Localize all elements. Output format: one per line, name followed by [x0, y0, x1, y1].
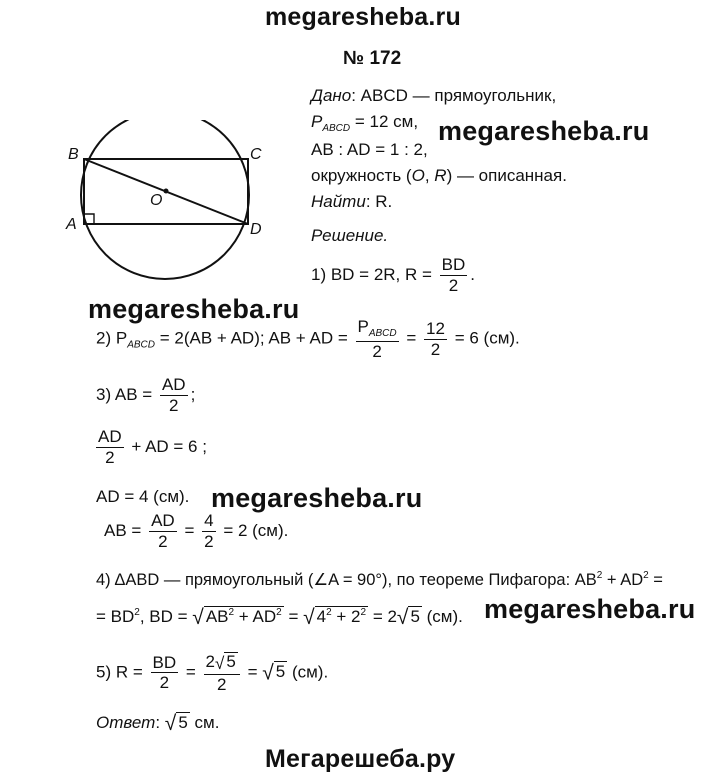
- radicand-5: 5: [410, 607, 420, 626]
- fraction-perimeter-over-2: [356, 318, 399, 360]
- footer-site-watermark: Мегарешеба.ру: [265, 745, 456, 773]
- numerator: AD: [151, 511, 175, 530]
- ab-text: AB =: [104, 520, 142, 540]
- radicand-part: 4: [316, 607, 327, 626]
- numerator: 4: [204, 511, 214, 530]
- fraction-12-over-2: [424, 320, 447, 359]
- denominator: 2: [448, 275, 459, 295]
- given-line-4: [311, 166, 567, 186]
- bd-text-b: , BD =: [139, 607, 188, 626]
- numerator: 12: [426, 318, 445, 338]
- step-2: [96, 318, 520, 360]
- radicand: 5: [226, 652, 236, 671]
- step-1: [311, 256, 475, 295]
- given-text: : ABCD — прямоугольник,: [351, 86, 557, 105]
- step-4-text-c: =: [648, 571, 663, 589]
- step-3-end: ;: [190, 384, 196, 404]
- step-3-result-ab: [104, 512, 288, 551]
- equals-two: = 2: [372, 607, 397, 626]
- bd-text: = BD: [96, 607, 135, 626]
- label-c: C: [250, 146, 262, 163]
- watermark-3: megaresheba.ru: [211, 483, 423, 513]
- perimeter-value: = 12 см,: [350, 112, 419, 131]
- numerator-sub: ABCD: [368, 328, 397, 339]
- step-5-end: (см).: [287, 662, 329, 682]
- answer-label: Ответ: [96, 713, 156, 732]
- given-line-1: [311, 86, 556, 106]
- center-point: [164, 189, 169, 194]
- step-2-end: = 6 (см).: [454, 328, 520, 348]
- numerator: BD: [441, 255, 466, 274]
- step-3-equation: [96, 428, 207, 467]
- radicand-part: AB: [205, 607, 229, 626]
- denominator: 2: [204, 531, 214, 551]
- solution-heading: Решение.: [311, 226, 389, 245]
- geometry-figure: [72, 120, 272, 280]
- step-5-text: 5) R =: [96, 662, 143, 682]
- ab-result: = 2 (см).: [223, 520, 289, 540]
- fraction-ad-over-2: [149, 512, 177, 551]
- given-label: Дано: [311, 86, 352, 105]
- circle-center: O: [411, 166, 425, 185]
- denominator: 2: [158, 531, 168, 551]
- step-1-end: .: [470, 264, 476, 284]
- sup: 2: [643, 570, 649, 581]
- numerator: AD: [98, 427, 122, 446]
- denominator: 2: [430, 339, 441, 359]
- perimeter-subscript: ABCD: [322, 123, 351, 134]
- radicand: 5: [275, 662, 286, 682]
- numerator: BD: [152, 652, 177, 672]
- radical-sign: √: [396, 606, 409, 629]
- step-5: [96, 652, 328, 694]
- equals: =: [288, 607, 299, 626]
- equals: =: [184, 520, 195, 540]
- radical-sign: √: [262, 661, 274, 685]
- answer-line: [96, 712, 219, 736]
- given-line-3: AB : AD = 1 : 2,: [311, 140, 428, 159]
- fraction-2sqrt5-over-2: [204, 652, 240, 694]
- circle-radius: R: [434, 166, 447, 185]
- fraction-ad-over-2: [96, 428, 124, 467]
- fraction-ad-over-2: [160, 376, 188, 415]
- step-2-text-a: 2) P: [96, 328, 128, 348]
- step-4-continued: [96, 606, 463, 630]
- step-4: [96, 570, 663, 590]
- radicand-part: + AD: [234, 607, 277, 626]
- header-site-watermark: megaresheba.ru: [265, 3, 461, 31]
- find-label: Найти: [311, 192, 366, 211]
- label-o: O: [150, 192, 163, 209]
- denominator: 2: [372, 341, 382, 361]
- fraction-4-over-2: [202, 512, 215, 551]
- step-4-text-a: 4) ΔABD — прямоугольный (∠A = 90°), по теореме Пифагора: AB: [96, 571, 597, 589]
- find-line: [311, 192, 392, 212]
- circumscribed-circle: [81, 120, 249, 279]
- numerator: AD: [161, 375, 186, 394]
- radicand-part: + 2: [331, 607, 361, 626]
- fraction-bd-over-2: [151, 654, 179, 693]
- denominator: 2: [216, 674, 227, 694]
- equals: =: [185, 662, 196, 682]
- radical-sign: √: [164, 712, 177, 735]
- answer-sep: :: [155, 713, 161, 732]
- given-line-2: [311, 112, 418, 134]
- numerator-p: P: [357, 317, 369, 336]
- numerator: [356, 318, 399, 342]
- radical-sign: √: [192, 606, 204, 629]
- find-text: : R.: [365, 192, 393, 211]
- watermark-2: megaresheba.ru: [88, 294, 300, 324]
- sup: 2: [326, 607, 332, 618]
- equals: =: [406, 328, 417, 348]
- numerator: [204, 652, 240, 675]
- answer-unit: см.: [189, 713, 220, 732]
- step-3-equation-text: + AD = 6 ;: [131, 436, 207, 456]
- circle-text-b: ,: [424, 166, 435, 185]
- step-4-end: (см).: [421, 607, 463, 626]
- denominator: 2: [159, 673, 170, 693]
- sup: 2: [596, 570, 603, 581]
- coef: 2: [205, 652, 216, 671]
- radicand-ab-ad: [204, 606, 284, 627]
- step-3-text: 3) AB =: [96, 384, 153, 404]
- step-2-sub: ABCD: [127, 339, 155, 351]
- circle-text-c: ) — описанная.: [446, 166, 567, 185]
- step-2-text-b: = 2(AB + AD); AB + AD =: [154, 328, 348, 348]
- step-1-text: 1) BD = 2R, R =: [311, 264, 432, 284]
- label-b: B: [68, 146, 79, 163]
- step-3-result-ad: AD = 4 (см).: [96, 487, 190, 506]
- circle-text-a: окружность (: [311, 166, 412, 185]
- step-4-text-b: + AD: [602, 571, 644, 589]
- sup: 2: [276, 607, 282, 618]
- radical-sign: √: [303, 606, 315, 629]
- problem-number: № 172: [343, 48, 402, 69]
- watermark-4: megaresheba.ru: [484, 594, 696, 624]
- sup: 2: [360, 607, 367, 618]
- sup: 2: [228, 607, 235, 618]
- label-a: A: [66, 216, 77, 233]
- sup: 2: [134, 607, 140, 618]
- label-d: D: [250, 221, 262, 238]
- denominator: 2: [169, 395, 179, 415]
- equals: =: [247, 662, 258, 682]
- perimeter-symbol: P: [311, 112, 323, 131]
- fraction-bd-over-2: [440, 256, 468, 295]
- answer-radicand: 5: [178, 713, 188, 732]
- radical-sign: √: [215, 654, 225, 673]
- step-3: [96, 376, 195, 415]
- denominator: 2: [105, 447, 115, 467]
- radicand-4-2: [315, 606, 368, 627]
- watermark-1: megaresheba.ru: [438, 116, 650, 146]
